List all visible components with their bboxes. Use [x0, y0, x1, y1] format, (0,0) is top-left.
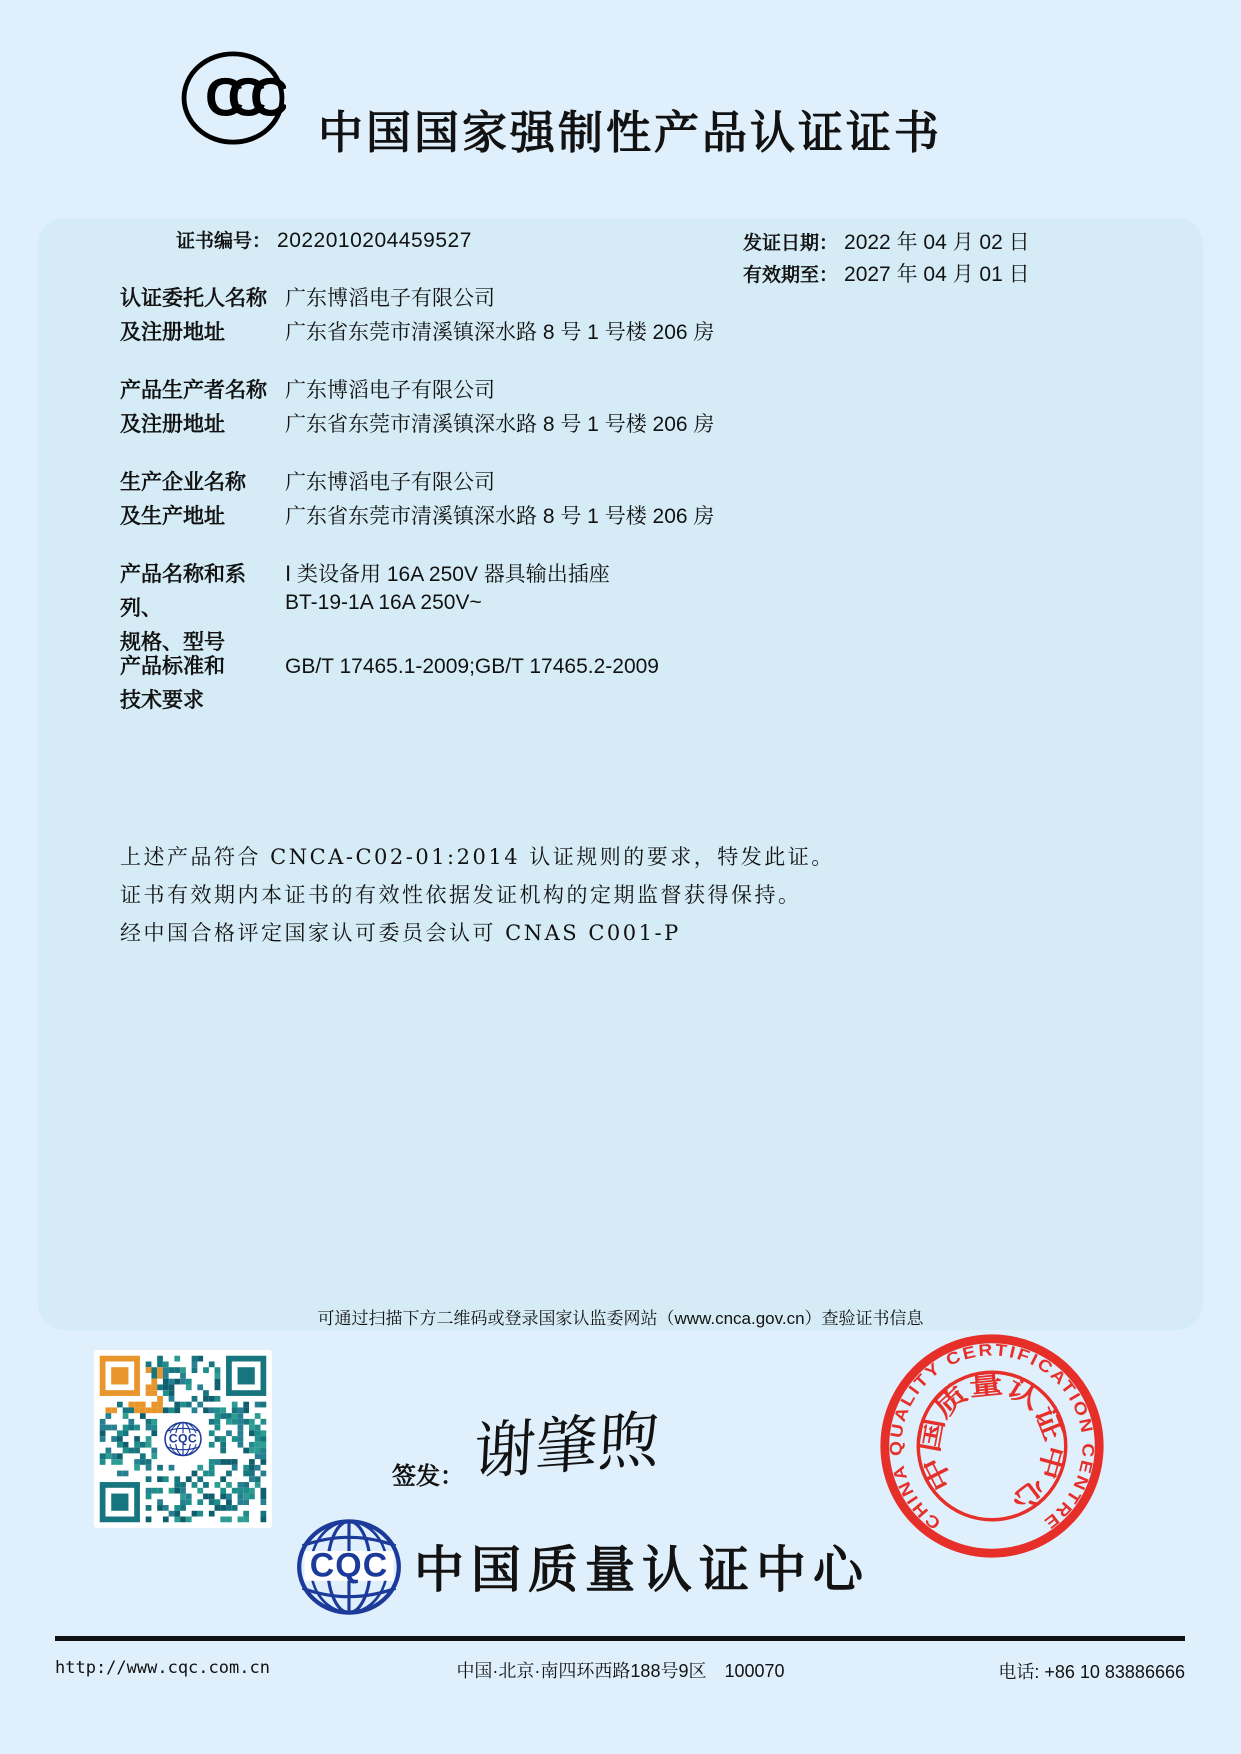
field-applicant	[120, 282, 714, 350]
certificate-number-label: 证书编号：	[176, 230, 272, 252]
field-value: 广东博滔电子有限公司 广东省东莞市清溪镇深水路 8 号 1 号楼 206 房	[285, 287, 715, 344]
certificate-number-value: 2022010204459527	[277, 229, 472, 252]
issue-date-label: 发证日期：	[743, 232, 839, 254]
field-label: 产品生产者名称 及注册地址	[120, 379, 267, 436]
expiry-date-value: 2027 年 04 月 01 日	[844, 263, 1030, 286]
svg-text:CCC: CCC	[205, 67, 273, 128]
red-seal-stamp	[874, 1328, 1110, 1564]
field-value: 广东博滔电子有限公司 广东省东莞市清溪镇深水路 8 号 1 号楼 206 房	[285, 379, 715, 436]
footer-website: http://www.cqc.com.cn	[55, 1658, 270, 1678]
stamp-outer-text: CHINA QUALITY CERTIFICATION CENTRE	[886, 1340, 1098, 1534]
field-value: 广东博滔电子有限公司 广东省东莞市清溪镇深水路 8 号 1 号楼 206 房	[285, 471, 715, 528]
ccc-mark-icon	[180, 50, 286, 146]
issue-date-row	[743, 226, 1030, 256]
footer-divider	[55, 1636, 1185, 1641]
footer-phone: 电话: +86 10 83886666	[998, 1662, 1185, 1682]
field-product	[120, 558, 610, 660]
statement-line: 上述产品符合 CNCA-C02-01:2014 认证规则的要求，特发此证。	[120, 845, 835, 869]
statement-line: 证书有效期内本证书的有效性依据发证机构的定期监督获得保持。	[120, 883, 802, 907]
field-label: 产品标准和 技术要求	[120, 655, 225, 712]
footer-address: 中国·北京·南四环西路188号9区 100070	[456, 1661, 785, 1681]
field-label: 生产企业名称 及生产地址	[120, 471, 246, 528]
qr-code	[94, 1350, 272, 1528]
statement-line: 经中国合格评定国家认可委员会认可 CNAS C001-P	[120, 921, 681, 945]
field-manufacturer	[120, 374, 714, 442]
certification-statement	[120, 838, 835, 952]
field-value: GB/T 17465.1-2009;GB/T 17465.2-2009	[285, 655, 659, 678]
signed-by-label: 签发：	[392, 1461, 464, 1490]
verification-note: 可通过扫描下方二维码或登录国家认监委网站（www.cnca.gov.cn）查验证书信息	[317, 1309, 924, 1328]
field-label: 产品名称和系列、 规格、型号	[120, 563, 246, 654]
signature-handwriting: 谢肇煦	[472, 1402, 662, 1489]
issue-date-value: 2022 年 04 月 02 日	[844, 231, 1030, 254]
field-standards	[120, 650, 659, 718]
cqc-globe-logo	[294, 1514, 404, 1620]
page-title: 中国国家强制性产品认证证书	[318, 107, 943, 159]
expiry-date-row	[743, 258, 1030, 288]
issuer-name: 中国质量认证中心	[414, 1542, 870, 1598]
expiry-date-label: 有效期至：	[743, 264, 839, 286]
stamp-inner-text: 中国质量认证中心	[914, 1369, 1070, 1513]
certificate-number-row	[176, 226, 472, 253]
field-factory	[120, 466, 714, 534]
certificate-panel	[38, 218, 1203, 1330]
field-label: 认证委托人名称 及注册地址	[120, 287, 267, 344]
field-value: Ⅰ 类设备用 16A 250V 器具输出插座 BT-19-1A 16A 250V~	[285, 563, 610, 614]
